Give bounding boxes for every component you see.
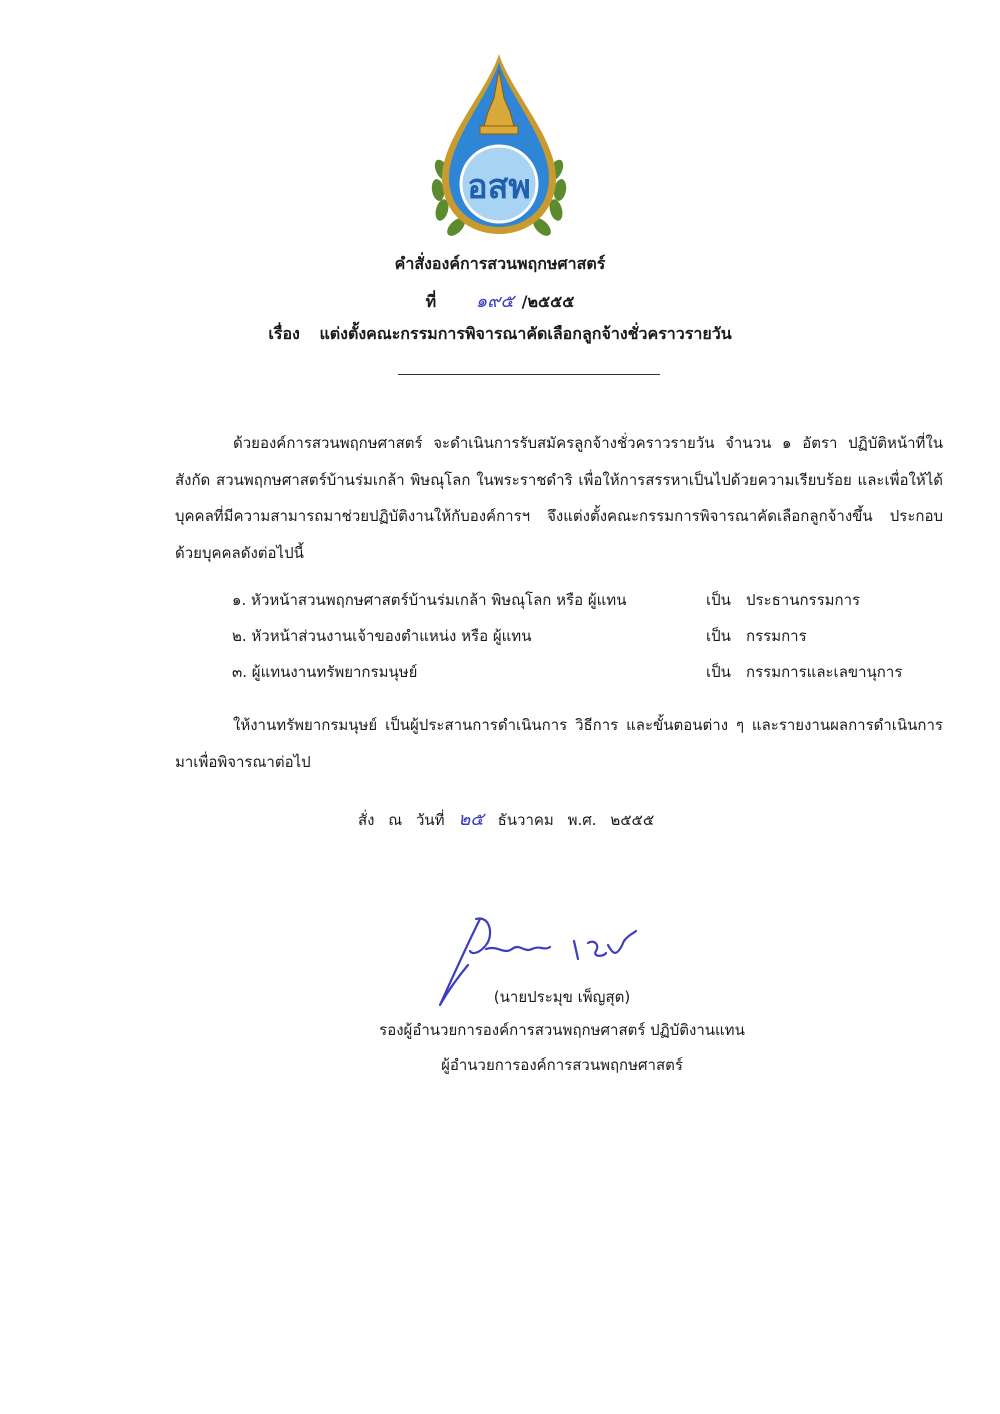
date-era: พ.ศ.	[567, 811, 597, 829]
member-row	[232, 622, 932, 658]
member-name: ๑. หัวหน้าสวนพฤกษศาสตร์บ้านร่มเกล้า พิษณุโลก หรือ ผู้แทน	[232, 591, 627, 609]
member-as: เป็น	[706, 627, 731, 645]
signer-position-line2: ผู้อำนวยการองค์การสวนพฤกษศาสตร์	[441, 1056, 683, 1074]
organization-emblem-icon	[428, 50, 570, 240]
body-paragraph: ด้วยองค์การสวนพฤกษศาสตร์ จะดำเนินการรับสมัครลูกจ้างชั่วคราวรายวัน จำนวน ๑ อัตรา ปฏิบัติหน้าที่ในสังกัด สวนพฤกษศาสตร์บ้านร่มเกล้า พิษณุโลก ในพระราชดำริ เพื่อให้การสรรหาเป็นไปด้วยความเรียบร้อย และเพื่อให้ได้บุคคลที่มีความสามารถมาช่วยปฏิบัติงานให้กับองค์การฯ จึงแต่งตั้งคณะกรรมการพิจารณาคัดเลือกลูกจ้างขึ้น ประกอบด้วยบุคคลดังต่อไปนี้	[175, 434, 943, 562]
committee-member-list	[232, 586, 932, 694]
member-row	[232, 586, 932, 622]
svg-text:อสพ: อสพ	[467, 167, 531, 207]
signer-position-line1: รองผู้อำนวยการองค์การสวนพฤกษศาสตร์ ปฏิบัติงานแทน	[379, 1021, 745, 1039]
signer-name: (นายประมุข เพ็ญสุต)	[493, 988, 631, 1006]
member-as: เป็น	[706, 663, 731, 681]
date-month: ธันวาคม	[497, 811, 554, 829]
member-as: เป็น	[706, 591, 731, 609]
member-role: ประธานกรรมการ	[746, 591, 861, 609]
order-number-handwritten: ๑๙๕	[475, 291, 515, 312]
member-role: กรรมการและเลขานุการ	[746, 663, 903, 681]
document-title: คำสั่งองค์การสวนพฤกษศาสตร์	[394, 254, 606, 273]
date-prefix-at: ณ	[388, 811, 403, 829]
subject-line	[0, 322, 1000, 347]
order-label: ที่	[425, 292, 437, 311]
order-year: /๒๕๕๕	[521, 292, 575, 311]
date-year: ๒๕๕๕	[610, 811, 655, 829]
member-row	[232, 658, 932, 694]
order-date-line	[358, 804, 663, 833]
member-role: กรรมการ	[746, 627, 807, 645]
date-prefix-order: สั่ง	[358, 811, 375, 829]
subject-label: เรื่อง	[268, 324, 300, 343]
title-divider	[398, 374, 660, 375]
date-prefix-day: วันที่	[415, 811, 445, 829]
member-name: ๓. ผู้แทนงานทรัพยากรมนุษย์	[232, 663, 418, 681]
closing-paragraph: ให้งานทรัพยากรมนุษย์ เป็นผู้ประสานการดำเนินการ วิธีการ และขั้นตอนต่าง ๆ และรายงานผลการดำเนินการมาเพื่อพิจารณาต่อไป	[175, 716, 943, 771]
member-name: ๒. หัวหน้าส่วนงานเจ้าของตำแหน่ง หรือ ผู้แทน	[232, 627, 532, 645]
subject-text: แต่งตั้งคณะกรรมการพิจารณาคัดเลือกลูกจ้างชั่วคราวรายวัน	[319, 324, 732, 343]
date-day-handwritten: ๒๕	[458, 809, 484, 830]
order-number-line	[0, 286, 1000, 315]
